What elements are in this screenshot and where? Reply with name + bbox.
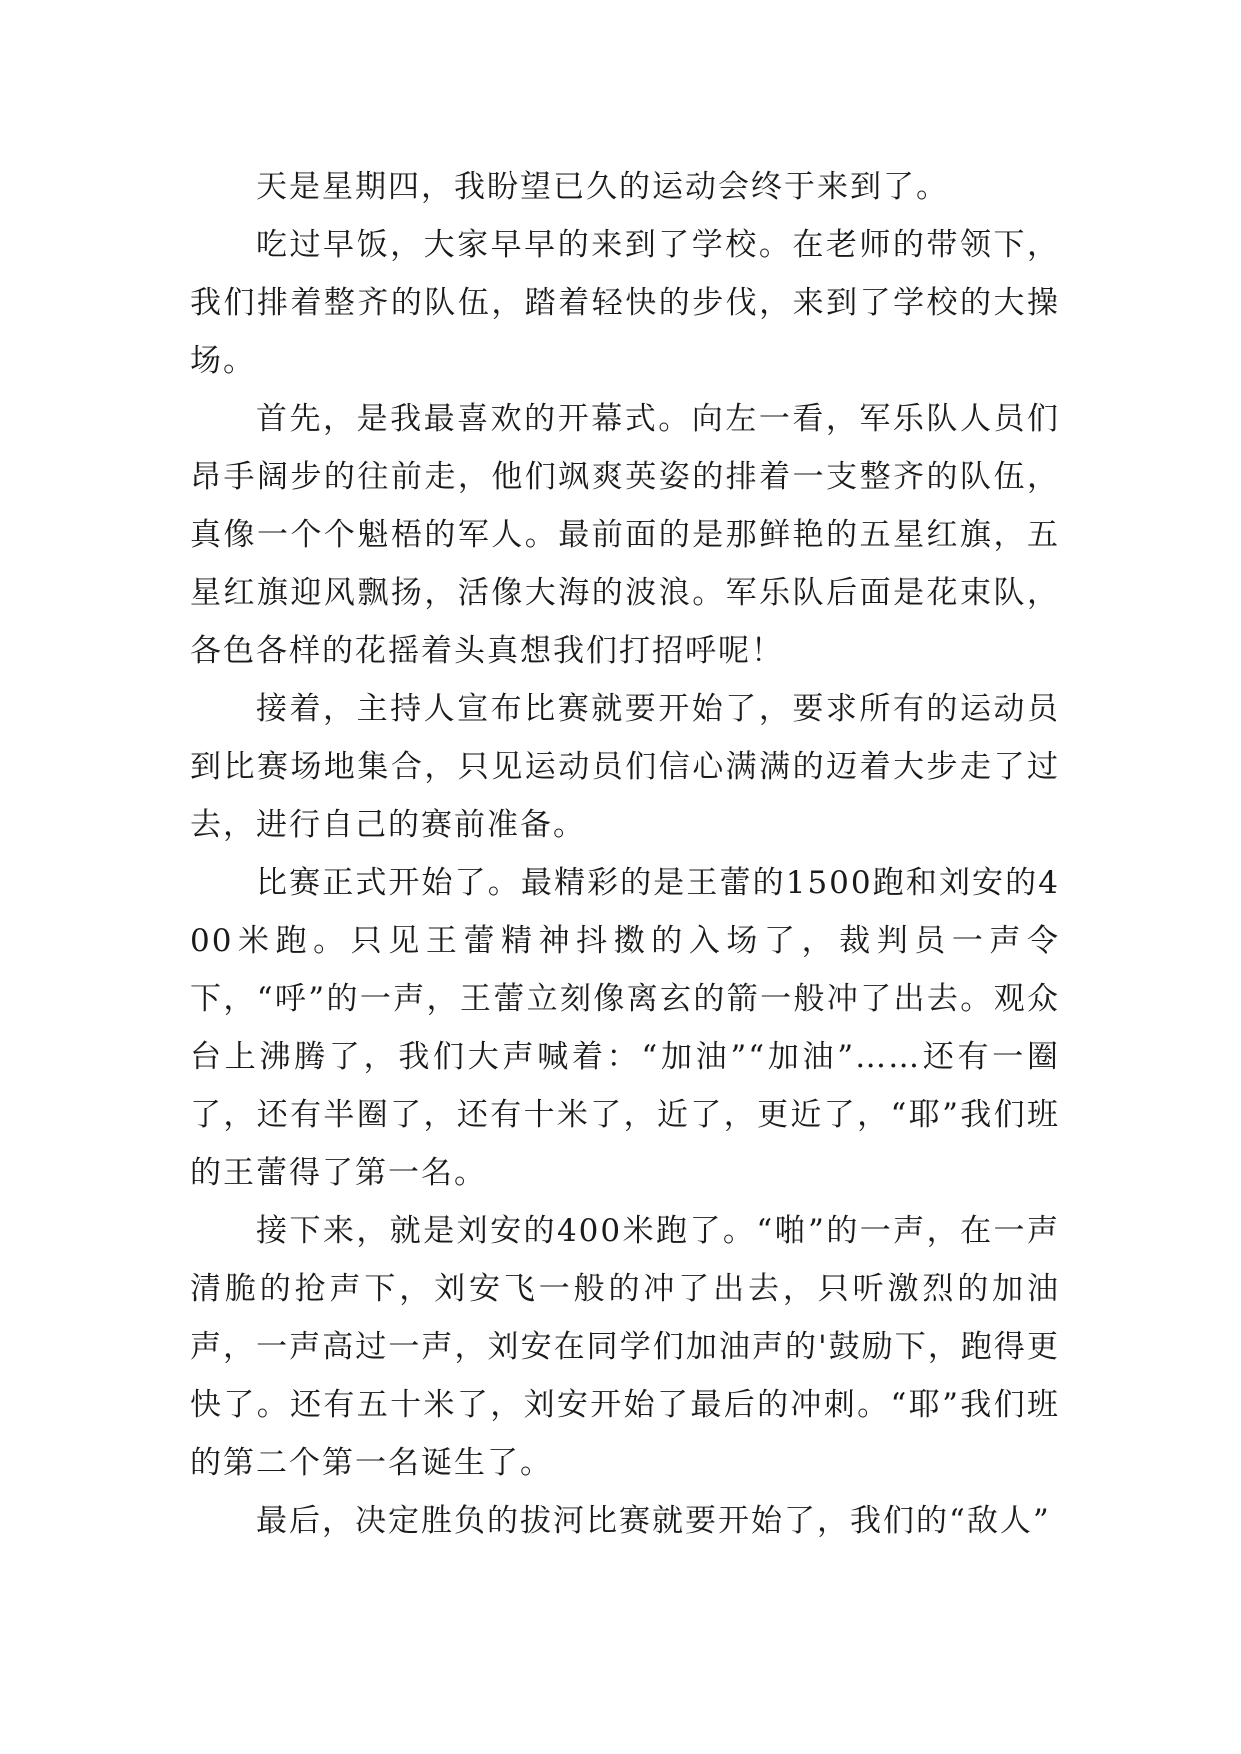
paragraph-6: 接下来，就是刘安的400米跑了。“啪”的一声，在一声清脆的抢声下，刘安飞一般的冲了出去，只听激烈的加油声，一声高过一声，刘安在同学们加油声的'鼓励下，跑得更快了。还有五十米了，刘安开始了最后的冲刺。“耶”我们班的第二个第一名诞生了。 [190,1213,1060,1481]
document-body [190,158,1060,1550]
paragraph-3: 首先，是我最喜欢的开幕式。向左一看，军乐队人员们昂手阔步的往前走，他们飒爽英姿的排着一支整齐的队伍，真像一个个魁梧的军人。最前面的是那鲜艳的五星红旗，五星红旗迎风飘扬，活像大海的波浪。军乐队后面是花束队，各色各样的花摇着头真想我们打招呼呢！ [190,401,1060,669]
paragraph-2: 吃过早饭，大家早早的来到了学校。在老师的带领下，我们排着整齐的队伍，踏着轻快的步伐，来到了学校的大操场。 [190,227,1060,379]
paragraph-4: 接着，主持人宣布比赛就要开始了，要求所有的运动员到比赛场地集合，只见运动员们信心满满的迈着大步走了过去，进行自己的赛前准备。 [190,691,1060,843]
paragraph-1: 天是星期四，我盼望已久的运动会终于来到了。 [256,169,949,205]
paragraph-5: 比赛正式开始了。最精彩的是王蕾的1500跑和刘安的400米跑。只见王蕾精神抖擞的入场了，裁判员一声令下，“呼”的一声，王蕾立刻像离玄的箭一般冲了出去。观众台上沸腾了，我们大声喊着：“加油”“加油”……还有一圈了，还有半圈了，还有十米了，近了，更近了，“耶”我们班的王蕾得了第一名。 [190,865,1060,1191]
paragraph-7: 最后，决定胜负的拔河比赛就要开始了，我们的“敌人” [256,1503,1051,1539]
